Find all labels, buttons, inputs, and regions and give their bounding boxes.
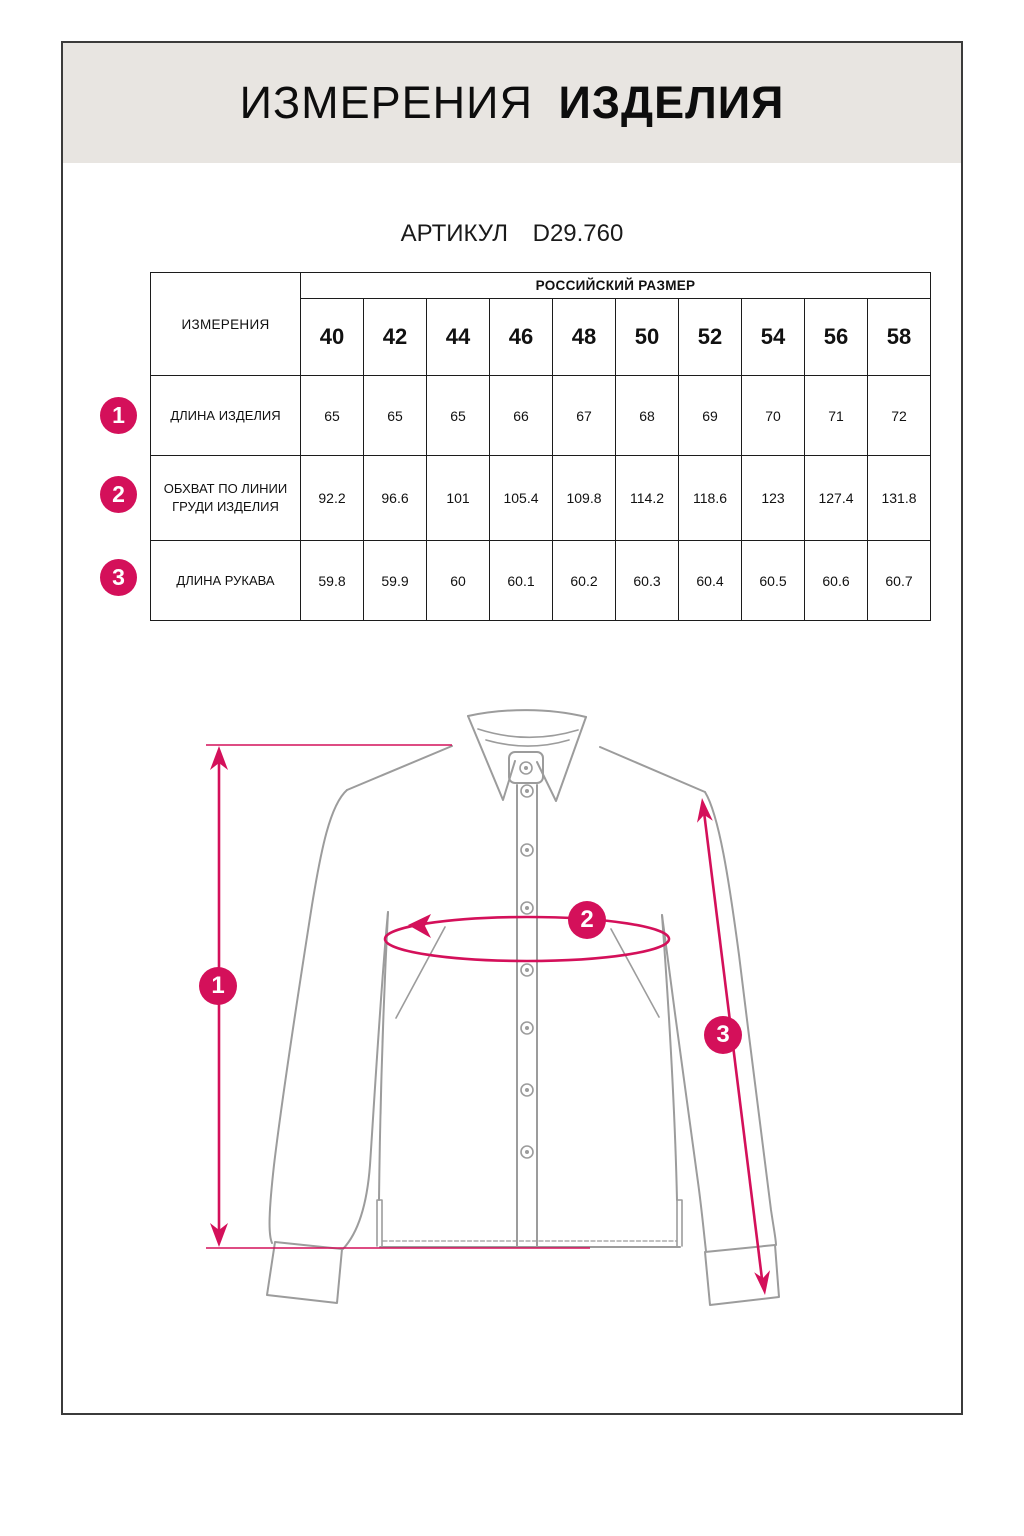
neckline-arc-inner (486, 740, 569, 746)
left-cuff (267, 1242, 342, 1303)
measurement-value-cell: 60.3 (616, 541, 679, 621)
measurement-value-cell: 71 (805, 376, 868, 456)
measurement-value-cell: 60 (427, 541, 490, 621)
measurement-value-cell: 65 (364, 376, 427, 456)
measurement-value-cell: 123 (742, 456, 805, 541)
size-header-cell: 42 (364, 299, 427, 376)
measurement-value-cell: 60.1 (490, 541, 553, 621)
measurement-value-cell: 67 (553, 376, 616, 456)
measurement-value-cell: 65 (427, 376, 490, 456)
size-header-cell: 58 (868, 299, 931, 376)
left-sleeve-outer (270, 790, 347, 1243)
right-dart (611, 929, 659, 1017)
collar-fold (468, 710, 586, 717)
measurement-value-cell: 60.2 (553, 541, 616, 621)
shirt-button (521, 844, 533, 856)
measurement-value-cell: 68 (616, 376, 679, 456)
right-shoulder-seam (600, 747, 705, 792)
size-header-cell: 44 (427, 299, 490, 376)
table-row-badge-2: 2 (100, 476, 137, 513)
measurement-value-cell: 59.9 (364, 541, 427, 621)
size-group-header-cell: РОССИЙСКИЙ РАЗМЕР (301, 273, 931, 299)
measurement-value-cell: 114.2 (616, 456, 679, 541)
shirt-button (521, 1146, 533, 1158)
size-header-cell: 48 (553, 299, 616, 376)
shirt-button (521, 785, 533, 797)
size-header-cell: 54 (742, 299, 805, 376)
chest-arrowhead (408, 914, 431, 938)
left-hem-slit (377, 1200, 382, 1246)
measurement-value-cell: 96.6 (364, 456, 427, 541)
measurement-value-cell: 66 (490, 376, 553, 456)
diagram-badge-1: 1 (199, 967, 237, 1005)
table-row-badge-1: 1 (100, 397, 137, 434)
page-title-regular: ИЗМЕРЕНИЯ (239, 77, 533, 128)
measurement-label-cell: ДЛИНА ИЗДЕЛИЯ (151, 376, 301, 456)
measurement-value-cell: 60.4 (679, 541, 742, 621)
size-header-cell: 46 (490, 299, 553, 376)
measurement-value-cell: 101 (427, 456, 490, 541)
shirt-button (520, 762, 532, 774)
left-dart (396, 927, 445, 1018)
chest-measure-ellipse (385, 917, 669, 961)
measurement-value-cell: 131.8 (868, 456, 931, 541)
measurement-value-cell: 72 (868, 376, 931, 456)
measurement-marks (206, 745, 770, 1295)
size-header-cell: 40 (301, 299, 364, 376)
shirt-button (521, 1084, 533, 1096)
measurement-value-cell: 59.8 (301, 541, 364, 621)
measurement-value-cell: 127.4 (805, 456, 868, 541)
diagram-badge-2: 2 (568, 901, 606, 939)
measurement-value-cell: 105.4 (490, 456, 553, 541)
table-row-badge-3: 3 (100, 559, 137, 596)
measurement-label-cell: ДЛИНА РУКАВА (151, 541, 301, 621)
measurement-value-cell: 118.6 (679, 456, 742, 541)
size-header-cell: 56 (805, 299, 868, 376)
collar-left-leaf (468, 716, 515, 800)
left-shoulder-seam (347, 746, 452, 790)
size-header-cell: 52 (679, 299, 742, 376)
page-title-bold: ИЗДЕЛИЯ (558, 77, 785, 128)
measurement-value-cell: 70 (742, 376, 805, 456)
measurement-value-cell: 69 (679, 376, 742, 456)
measurement-value-cell: 109.8 (553, 456, 616, 541)
shirt-button (521, 902, 533, 914)
right-sleeve-inner (662, 915, 706, 1251)
article-value: D29.760 (532, 220, 624, 247)
measurement-value-cell: 60.6 (805, 541, 868, 621)
right-hem-slit (677, 1200, 682, 1246)
diagram-badge-3: 3 (704, 1016, 742, 1054)
measurement-label-cell: ОБХВАТ ПО ЛИНИИ ГРУДИ ИЗДЕЛИЯ (151, 456, 301, 541)
article-label: АРТИКУЛ (400, 220, 508, 247)
neckline-arc-outer (478, 729, 578, 737)
right-side-seam (662, 915, 677, 1200)
measurement-value-cell: 92.2 (301, 456, 364, 541)
measurement-value-cell: 60.7 (868, 541, 931, 621)
measurement-value-cell: 60.5 (742, 541, 805, 621)
measurement-value-cell: 65 (301, 376, 364, 456)
shirt-button (521, 964, 533, 976)
measurements-header-cell: ИЗМЕРЕНИЯ (151, 273, 301, 376)
shirt-button (521, 1022, 533, 1034)
size-header-cell: 50 (616, 299, 679, 376)
